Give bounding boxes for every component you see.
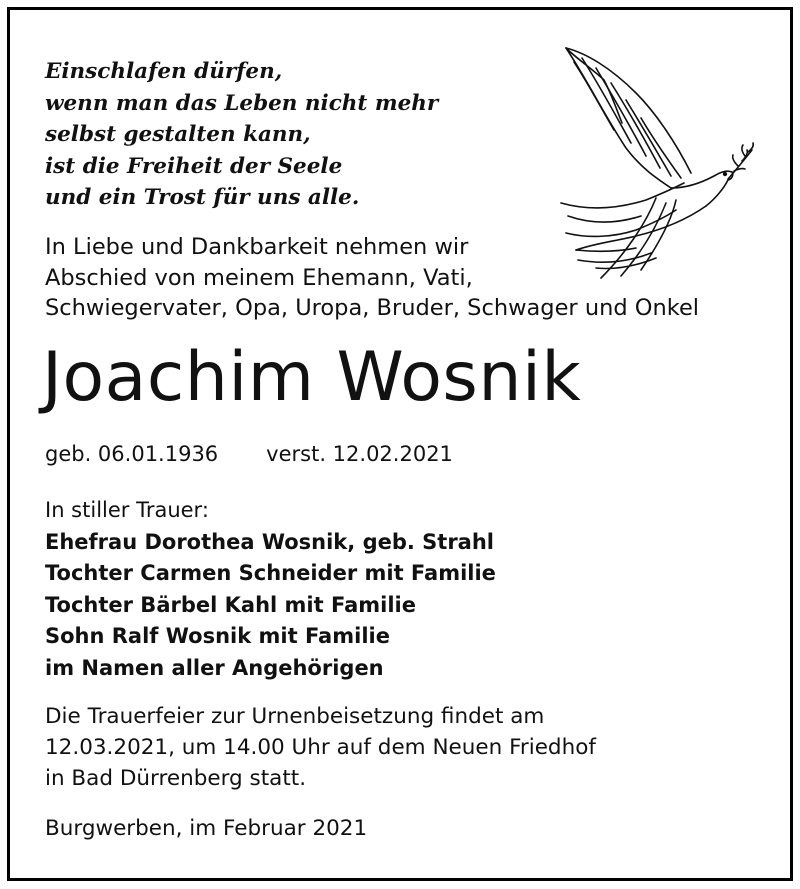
place-date: Burgwerben, im Februar 2021 xyxy=(45,816,368,841)
life-dates xyxy=(45,440,453,468)
intro-text xyxy=(45,232,699,324)
poem-line: und ein Trost für uns alle. xyxy=(45,185,360,211)
mourners-heading: In stiller Trauer: xyxy=(45,498,209,522)
mourner-name: Tochter Bärbel Kahl mit Familie xyxy=(45,592,416,617)
intro-line: In Liebe und Dankbarkeit nehmen wir xyxy=(45,234,469,260)
poem-line: wenn man das Leben nicht mehr xyxy=(45,90,439,116)
mourners-list xyxy=(45,495,496,684)
ceremony-line: 12.03.2021, um 14.00 Uhr auf dem Neuen Friedhof xyxy=(45,735,596,760)
poem-line: selbst gestalten kann, xyxy=(45,122,311,148)
mourner-name: Sohn Ralf Wosnik mit Familie xyxy=(45,624,390,648)
ceremony-line: in Bad Dürrenberg statt. xyxy=(45,766,307,791)
poem-line: Einschlafen dürfen, xyxy=(45,59,283,84)
mourner-name: im Namen aller Angehörigen xyxy=(45,655,384,680)
ceremony-line: Die Trauerfeier zur Urnenbeisetzung findet am xyxy=(45,704,545,729)
death-date: verst. 12.02.2021 xyxy=(266,442,453,466)
ceremony-info xyxy=(45,701,596,794)
birth-date: geb. 06.01.1936 xyxy=(45,442,219,466)
mourner-name: Tochter Carmen Schneider mit Familie xyxy=(45,561,496,585)
intro-line: Abschied von meinem Ehemann, Vati, xyxy=(45,264,473,291)
poem xyxy=(45,56,438,214)
poem-line: ist die Freiheit der Seele xyxy=(45,153,343,179)
intro-line: Schwiegervater, Opa, Uropa, Bruder, Schwager und Onkel xyxy=(45,295,700,322)
deceased-name: Joachim Wosnik xyxy=(42,338,582,417)
mourner-name: Ehefrau Dorothea Wosnik, geb. Strahl xyxy=(45,529,494,554)
